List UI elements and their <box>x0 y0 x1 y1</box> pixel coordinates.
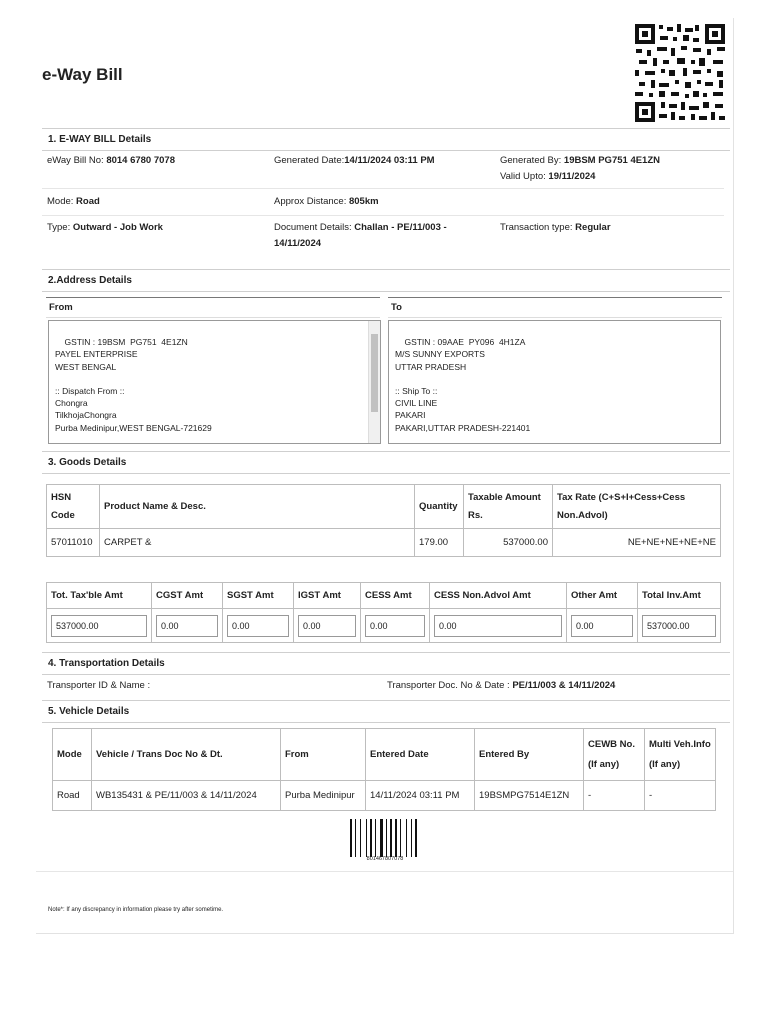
discrepancy-note: Note*: If any discrepancy in information please try after sometime. <box>48 907 224 913</box>
goods-header-quantity: Quantity <box>415 485 464 529</box>
type-label: Type: <box>47 222 71 233</box>
qr-code-icon <box>633 22 727 124</box>
from-address-textarea[interactable] <box>48 320 381 444</box>
goods-header-taxable: Taxable Amount Rs. <box>464 485 553 529</box>
vehicle-cell-entered-by: 19BSMPG7514E1ZN <box>475 781 584 811</box>
from-title: From <box>46 297 380 318</box>
vehicle-header-cewb: CEWB No. (If any) <box>584 729 645 781</box>
to-address-text: GSTIN : 09AAE PY096 4H1ZA M/S SUNNY EXPORTS UTTAR PRADESH :: Ship To :: CIVIL LINE PAKARI PAKARI,UTTAR PRADESH-221401 <box>395 337 531 433</box>
sgst-amt-field[interactable]: 0.00 <box>227 615 289 637</box>
total-taxable-amt-field[interactable]: 537000.00 <box>51 615 147 637</box>
totals-cell-taxable <box>47 609 152 643</box>
totals-cell-cess <box>361 609 430 643</box>
cess-amt-field[interactable]: 0.00 <box>365 615 425 637</box>
totals-header-cess: CESS Amt <box>361 583 430 609</box>
totals-header-sgst: SGST Amt <box>223 583 294 609</box>
from-address-scrollbar[interactable] <box>368 321 380 443</box>
to-title: To <box>388 297 722 318</box>
vehicle-header-from: From <box>281 729 366 781</box>
divider <box>42 188 724 189</box>
section-vehicle-heading: 5. Vehicle Details <box>42 700 730 723</box>
gen-date-value: 14/11/2024 03:11 PM <box>344 155 435 166</box>
transporter-doc <box>387 678 615 694</box>
totals-cell-sgst <box>223 609 294 643</box>
goods-cell-taxrate: NE+NE+NE+NE+NE <box>553 529 721 557</box>
totals-cell-other <box>567 609 638 643</box>
distance-label: Approx Distance: <box>274 196 347 207</box>
txn-value: Regular <box>575 222 611 233</box>
vehicle-header-entered-by: Entered By <box>475 729 584 781</box>
cgst-amt-field[interactable]: 0.00 <box>156 615 218 637</box>
scroll-thumb[interactable] <box>371 334 378 412</box>
vehicle-header-entered-date: Entered Date <box>366 729 475 781</box>
totals-table <box>46 582 721 643</box>
totals-header-igst: IGST Amt <box>294 583 361 609</box>
mode-label: Mode: <box>47 196 74 207</box>
other-amt-field[interactable]: 0.00 <box>571 615 633 637</box>
vehicle-cell-cewb: - <box>584 781 645 811</box>
section-transport-heading: 4. Transportation Details <box>42 652 730 675</box>
doc-value-line1: Challan - PE/11/003 - <box>354 222 447 233</box>
page-title: e-Way Bill <box>42 65 123 84</box>
transporter-doc-value: PE/11/003 & 14/11/2024 <box>512 680 616 691</box>
type-value: Outward - Job Work <box>72 222 163 233</box>
ewb-bill-no <box>47 153 175 169</box>
goods-cell-taxable: 537000.00 <box>464 529 553 557</box>
divider <box>36 871 733 872</box>
totals-header-cess-nonadvol: CESS Non.Advol Amt <box>430 583 567 609</box>
valid-label: Valid Upto: <box>500 171 546 182</box>
vehicle-cell-trans-doc: WB135431 & PE/11/003 & 14/11/2024 <box>92 781 281 811</box>
vehicle-header-trans-doc: Vehicle / Trans Doc No & Dt. <box>92 729 281 781</box>
ewb-mode <box>47 194 100 210</box>
goods-cell-quantity: 179.00 <box>415 529 464 557</box>
vehicle-cell-mode: Road <box>53 781 92 811</box>
from-address-text: GSTIN : 19BSM PG751 4E1ZN PAYEL ENTERPRISE WEST BENGAL :: Dispatch From :: Chongra TilkhojaChongra Purba Medinipur,WEST BENGAL-721629 <box>55 337 212 433</box>
totals-header-total-inv: Total Inv.Amt <box>638 583 721 609</box>
ewb-distance <box>274 194 379 210</box>
ewb-document-details <box>274 220 447 252</box>
goods-table <box>46 484 721 557</box>
ewb-type <box>47 220 163 236</box>
section-address-heading: 2.Address Details <box>42 269 730 292</box>
vehicle-cell-multi-veh: - <box>645 781 716 811</box>
ewb-generated-date <box>274 153 435 169</box>
gen-by-value: 19BSM PG751 4E1ZN <box>563 155 661 166</box>
gen-date-label: Generated Date: <box>274 155 345 166</box>
totals-header-taxable: Tot. Tax'ble Amt <box>47 583 152 609</box>
goods-header-taxrate: Tax Rate (C+S+I+Cess+Cess Non.Advol) <box>553 485 721 529</box>
vehicle-header-multi-veh: Multi Veh.Info (If any) <box>645 729 716 781</box>
section-ewb-details-heading: 1. E-WAY BILL Details <box>42 128 730 151</box>
vehicle-table <box>52 728 716 811</box>
ewb-transaction-type <box>500 220 611 236</box>
section-goods-heading: 3. Goods Details <box>42 451 730 474</box>
doc-label: Document Details: <box>274 222 352 233</box>
eway-bill-page <box>36 18 734 934</box>
barcode-number: 801467807078 <box>366 856 404 862</box>
vehicle-header-mode: Mode <box>53 729 92 781</box>
doc-value-line2: 14/11/2024 <box>274 238 322 249</box>
totals-header-cgst: CGST Amt <box>152 583 223 609</box>
total-inv-amt-field[interactable]: 537000.00 <box>642 615 716 637</box>
goods-cell-product: CARPET & <box>100 529 415 557</box>
distance-value: 805km <box>348 196 379 207</box>
ewb-valid-upto <box>500 169 595 185</box>
to-address-textarea[interactable] <box>388 320 721 444</box>
valid-value: 19/11/2024 <box>548 171 596 182</box>
barcode-icon <box>349 819 421 857</box>
totals-cell-igst <box>294 609 361 643</box>
goods-cell-hsn: 57011010 <box>47 529 100 557</box>
transporter-doc-label: Transporter Doc. No & Date : <box>387 680 510 691</box>
cess-nonadvol-amt-field[interactable]: 0.00 <box>434 615 562 637</box>
totals-cell-cgst <box>152 609 223 643</box>
gen-by-label: Generated By: <box>500 155 562 166</box>
totals-cell-cess-nonadvol <box>430 609 567 643</box>
mode-value: Road <box>76 196 100 207</box>
totals-header-other: Other Amt <box>567 583 638 609</box>
totals-cell-total-inv <box>638 609 721 643</box>
vehicle-cell-entered-date: 14/11/2024 03:11 PM <box>366 781 475 811</box>
txn-label: Transaction type: <box>500 222 573 233</box>
bill-no-value: 8014 6780 7078 <box>106 155 175 166</box>
bill-no-label: eWay Bill No: <box>47 155 104 166</box>
vehicle-cell-from: Purba Medinipur <box>281 781 366 811</box>
goods-header-product: Product Name & Desc. <box>100 485 415 529</box>
igst-amt-field[interactable]: 0.00 <box>298 615 356 637</box>
ewb-generated-by <box>500 153 660 169</box>
goods-header-hsn: HSN Code <box>47 485 100 529</box>
divider <box>42 215 724 216</box>
transporter-id: Transporter ID & Name : <box>47 680 151 691</box>
